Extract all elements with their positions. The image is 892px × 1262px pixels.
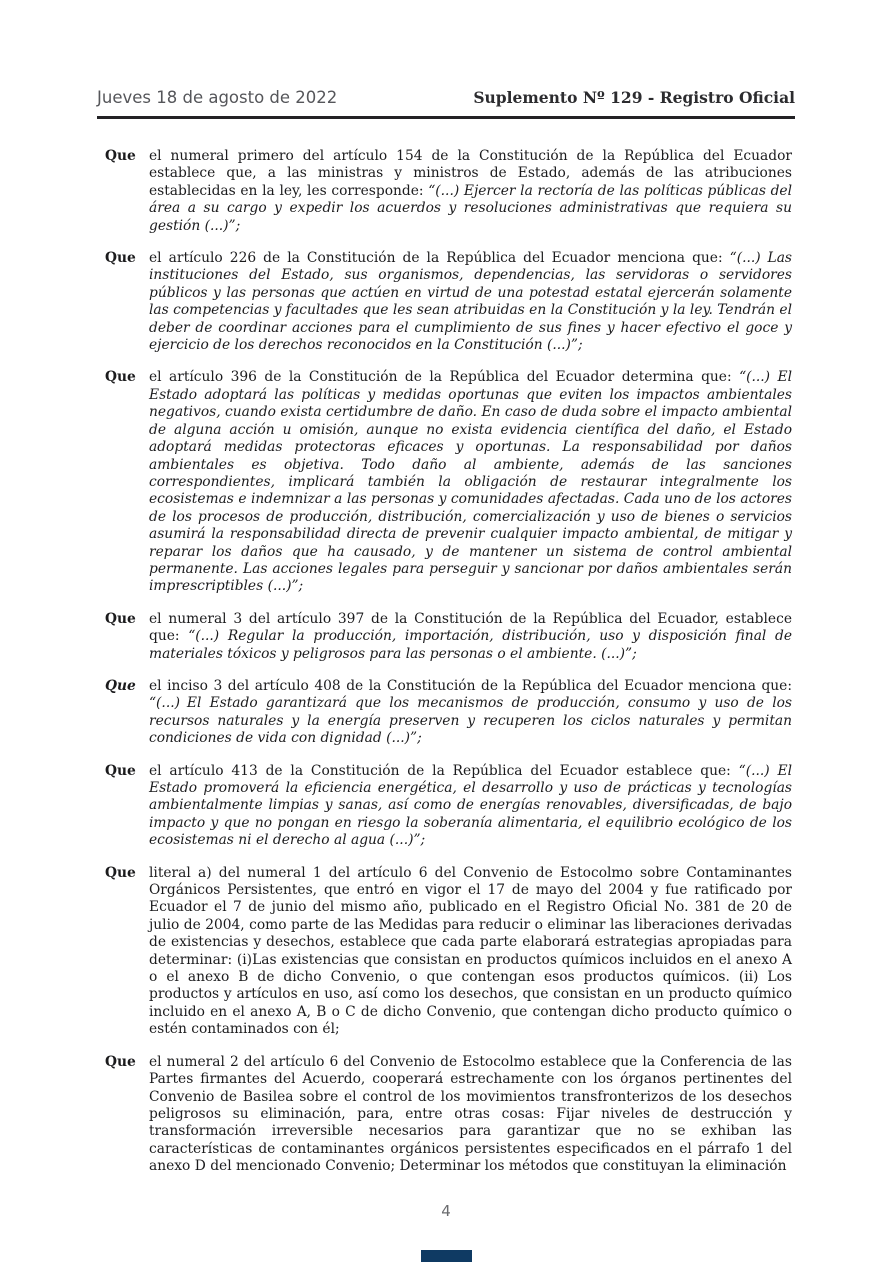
paragraph xyxy=(105,148,792,235)
paragraph-label: Que xyxy=(105,864,136,881)
header-date: Jueves 18 de agosto de 2022 xyxy=(97,88,338,107)
paragraph-list xyxy=(105,148,792,1176)
paragraph-quote: “(...) El Estado promoverá la eficiencia energética, el desarrollo y uso de prácticas y tecnologías ambientalmente limpias y sanas, así como de energías renovables, diversificadas, de bajo impacto y que no pongan en riesgo la soberanía alimentaria, el equilibrio ecológico de los ecosistemas ni el derecho al agua (...)”; xyxy=(149,762,792,849)
paragraph-label: Que xyxy=(105,762,136,779)
paragraph-intro: el numeral 2 del artículo 6 del Convenio de Estocolmo establece que la Conferencia de las Partes firmantes del Acuerdo, cooperará estrechamente con los órganos pertinentes del Convenio de Basilea sobre el control de los movimientos transfronterizos de los desechos peligrosos su eliminación, para, entre otras cosas: Fijar niveles de destrucción y transformación irreversible necesarios para garantizar que no se exhiban las características de contaminantes orgánicos persistentes especificados en el párrafo 1 del anexo D del mencionado Convenio; Determinar los métodos que constituyan la eliminación xyxy=(149,1053,792,1175)
paragraph-label: Que xyxy=(105,677,136,694)
paragraph-intro: el artículo 413 de la Constitución de la República del Ecuador establece que: xyxy=(149,762,739,779)
paragraph-text xyxy=(149,763,792,850)
paragraph-intro: el numeral 3 del artículo 397 de la Constitución de la República del Ecuador, establece que: xyxy=(149,610,792,645)
paragraph xyxy=(105,250,792,354)
paragraph-text xyxy=(149,611,792,663)
paragraph-quote: “(...) El Estado garantizará que los mecanismos de producción, consumo y uso de los recursos naturales y la energía preserven y recuperen los ciclos naturales y permitan condiciones de vida con dignidad (...)”; xyxy=(149,695,792,747)
paragraph-intro: el artículo 226 de la Constitución de la República del Ecuador menciona que: xyxy=(149,250,730,267)
paragraph-text xyxy=(149,865,792,1039)
paragraph-text xyxy=(149,148,792,235)
paragraph xyxy=(105,865,792,1039)
footer-bar xyxy=(421,1250,472,1262)
paragraph-label: Que xyxy=(105,148,136,164)
paragraph-quote: “(...) El Estado adoptará las políticas y medidas oportunas que eviten los impactos ambientales negativos, cuando exista certidumbre de daño. En caso de duda sobre el impacto ambiental de alguna acción u omisión, aunque no exista evidencia científica del daño, el Estado adoptará medidas protectoras eficaces y oportunas. La responsabilidad por daños ambientales es objetiva. Todo daño al ambiente, además de las sanciones correspondientes, implicará también la obligación de restaurar integralmente los ecosistemas e indemnizar a las personas y comunidades afectadas. Cada uno de los actores de los procesos de producción, distribución, comercialización y uso de bienes o servicios asumirá la responsabilidad directa de prevenir cualquier impacto ambiental, de mitigar y reparar los daños que ha causado, y de mantener un sistema de control ambiental permanente. Las acciones legales para perseguir y sancionar por daños ambientales serán imprescriptibles (...)”; xyxy=(149,369,792,595)
paragraph xyxy=(105,1054,792,1176)
paragraph-intro: el artículo 396 de la Constitución de la República del Ecuador determina que: xyxy=(149,369,740,386)
paragraph-label: Que xyxy=(105,369,136,386)
paragraph-text xyxy=(149,678,792,748)
paragraph-text xyxy=(149,369,792,595)
paragraph-text xyxy=(149,250,792,354)
paragraph-label: Que xyxy=(105,1053,136,1070)
paragraph-intro: el numeral primero del artículo 154 de la Constitución de la República del Ecuador establece que, a las ministras y ministros de Estado, además de las atribuciones establecidas en la ley, les corresponde: xyxy=(149,148,792,199)
paragraph-intro: literal a) del numeral 1 del artículo 6 del Convenio de Estocolmo sobre Contaminantes Orgánicos Persistentes, que entró en vigor el 17 de mayo del 2004 y fue ratificado por Ecuador el 7 de junio del mismo año, publicado en el Registro Oficial No. 381 de 20 de julio de 2004, como parte de las Medidas para reducir o eliminar las liberaciones derivadas de existencias y desechos, establece que cada parte elaborará estrategias apropiadas para determinar: (i)Las existencias que consistan en productos químicos incluidos en el anexo A o el anexo B de dicho Convenio, o que contengan esos productos químicos. (ii) Los productos y artículos en uso, así como los desechos, que consistan en un producto químico incluido en el anexo A, B o C de dicho Convenio, que contengan dicho producto químico o estén contaminados con él; xyxy=(149,864,792,1038)
page-header xyxy=(97,88,795,119)
paragraph xyxy=(105,678,792,748)
header-edition: Suplemento Nº 129 - Registro Oficial xyxy=(473,88,795,107)
paragraph xyxy=(105,763,792,850)
paragraph-quote: “(...) Las instituciones del Estado, sus organismos, dependencias, las servidoras o servidores públicos y las personas que actúen en virtud de una potestad estatal ejercerán solamente las competencias y facultades que les sean atribuidas en la Constitución y la ley. Tendrán el deber de coordinar acciones para el cumplimiento de sus fines y hacer efectivo el goce y ejercicio de los derechos reconocidos en la Constitución (...)”; xyxy=(149,250,792,354)
paragraph-label: Que xyxy=(105,610,136,627)
paragraph xyxy=(105,611,792,663)
page-number: 4 xyxy=(441,1202,451,1220)
paragraph xyxy=(105,369,792,595)
paragraph-label: Que xyxy=(105,250,136,267)
paragraph-quote: “(...) Regular la producción, importación, distribución, uso y disposición final de materiales tóxicos y peligrosos para las personas o el ambiente. (...)”; xyxy=(149,628,792,662)
paragraph-quote: “(...) Ejercer la rectoría de las políticas públicas del área a su cargo y expedir los acuerdos y resoluciones administrativas que requiera su gestión (...)”; xyxy=(149,182,792,234)
paragraph-text xyxy=(149,1054,792,1176)
paragraph-intro: el inciso 3 del artículo 408 de la Constitución de la República del Ecuador menciona que: xyxy=(149,677,792,694)
